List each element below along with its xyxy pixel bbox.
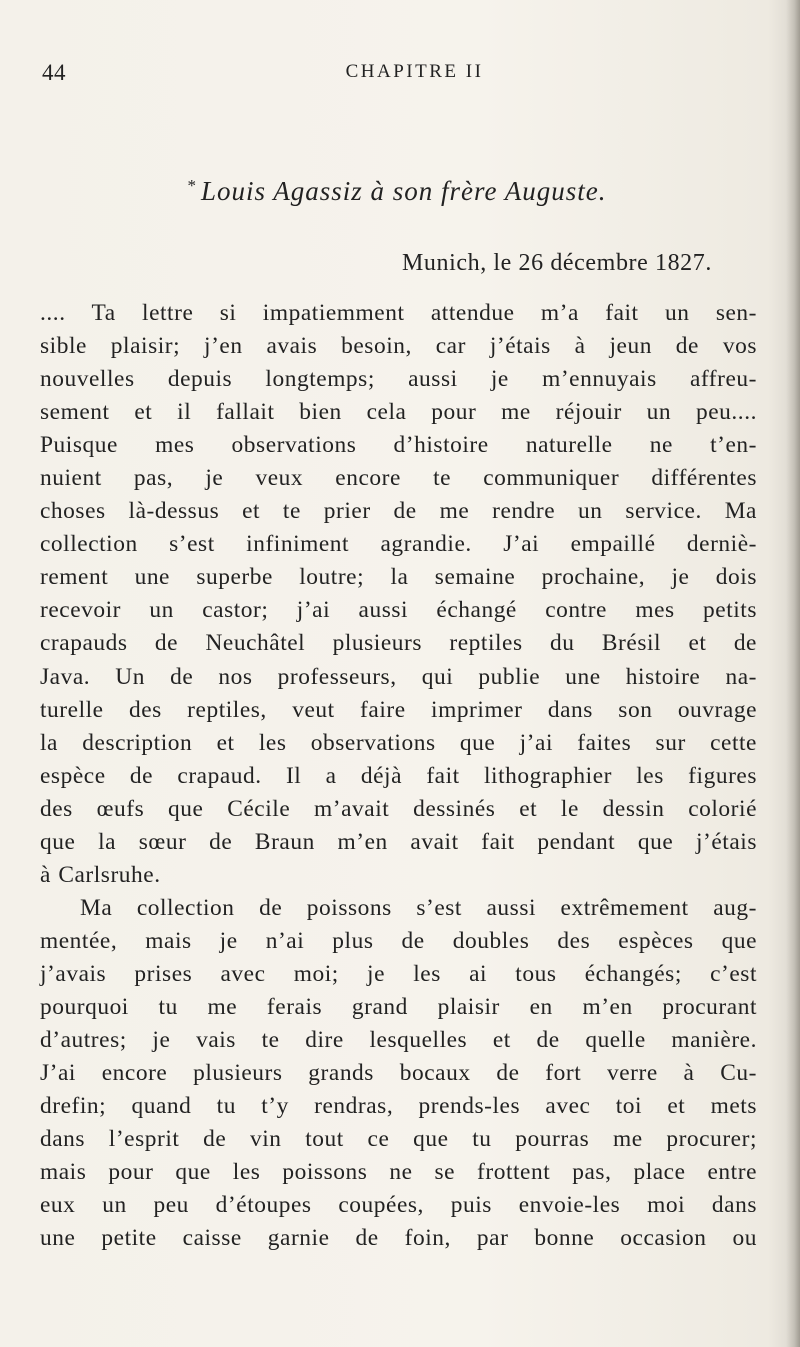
page-edge-shadow <box>786 0 800 1347</box>
body-line: Puisque mes observations d’histoire naturelle ne t’en- <box>40 432 757 459</box>
body-line: à Carlsruhe. <box>40 861 161 888</box>
body-line: des œufs que Cécile m’avait dessinés et le dessin colorié <box>40 795 757 822</box>
body-line: pourquoi tu me ferais grand plaisir en m’en procurant <box>40 993 757 1020</box>
letter-dateline: Munich, le 26 décembre 1827. <box>401 250 712 276</box>
letter-title-text: Louis Agassiz à son frère Auguste. <box>200 176 607 206</box>
body-line: nouvelles depuis longtemps; aussi je m’ennuyais affreu- <box>40 366 757 393</box>
body-line: crapauds de Neuchâtel plusieurs reptiles du Brésil et de <box>40 630 757 657</box>
body-line: mais pour que les poissons ne se frottent pas, place entre <box>40 1159 757 1186</box>
body-line: que la sœur de Braun m’en avait fait pendant que j’étais <box>40 828 757 855</box>
body-line: la description et les observations que j’ai faites sur cette <box>40 729 757 756</box>
body-line: choses là-dessus et te prier de me rendre un service. Ma <box>40 498 757 525</box>
body-line: Java. Un de nos professeurs, qui publie une histoire na- <box>40 663 757 690</box>
body-line: une petite caisse garnie de foin, par bonne occasion ou <box>40 1225 757 1252</box>
body-line: dans l’esprit de vin tout ce que tu pourras me procurer; <box>40 1126 757 1153</box>
body-line: collection s’est infiniment agrandie. J’ai empaillé derniè- <box>40 531 757 558</box>
body-line: .... Ta lettre si impatiemment attendue m’a fait un sen- <box>40 300 757 326</box>
body-line: espèce de crapaud. Il a déjà fait lithographier les figures <box>40 762 757 789</box>
body-line: mentée, mais je n’ai plus de doubles des espèces que <box>40 927 757 954</box>
body-line: rement une superbe loutre; la semaine prochaine, je dois <box>40 564 757 591</box>
body-line: recevoir un castor; j’ai aussi échangé contre mes petits <box>40 597 757 624</box>
running-head: CHAPITRE II <box>345 61 484 82</box>
body-line: sement et il fallait bien cela pour me réjouir un peu.... <box>40 399 757 426</box>
letter-body <box>40 297 757 1255</box>
body-line: j’avais prises avec moi; je les ai tous échangés; c’est <box>40 960 757 987</box>
body-line: turelle des reptiles, veut faire imprimer dans son ouvrage <box>40 696 757 723</box>
body-line: nuient pas, je veux encore te communiquer différentes <box>40 465 757 492</box>
body-line: J’ai encore plusieurs grands bocaux de fort verre à Cu- <box>40 1060 757 1087</box>
body-line: d’autres; je vais te dire lesquelles et de quelle manière. <box>40 1027 757 1054</box>
footnote-mark: * <box>187 176 197 195</box>
page-number: 44 <box>42 60 66 85</box>
body-line: Ma collection de poissons s’est aussi extrêmement aug- <box>80 894 757 921</box>
letter-title <box>42 176 752 207</box>
body-line: drefin; quand tu t’y rendras, prends-les avec toi et mets <box>40 1093 757 1120</box>
page-header <box>42 60 752 94</box>
body-line: sible plaisir; j’en avais besoin, car j’étais à jeun de vos <box>40 333 757 360</box>
body-line: eux un peu d’étoupes coupées, puis envoie-les moi dans <box>40 1192 757 1219</box>
